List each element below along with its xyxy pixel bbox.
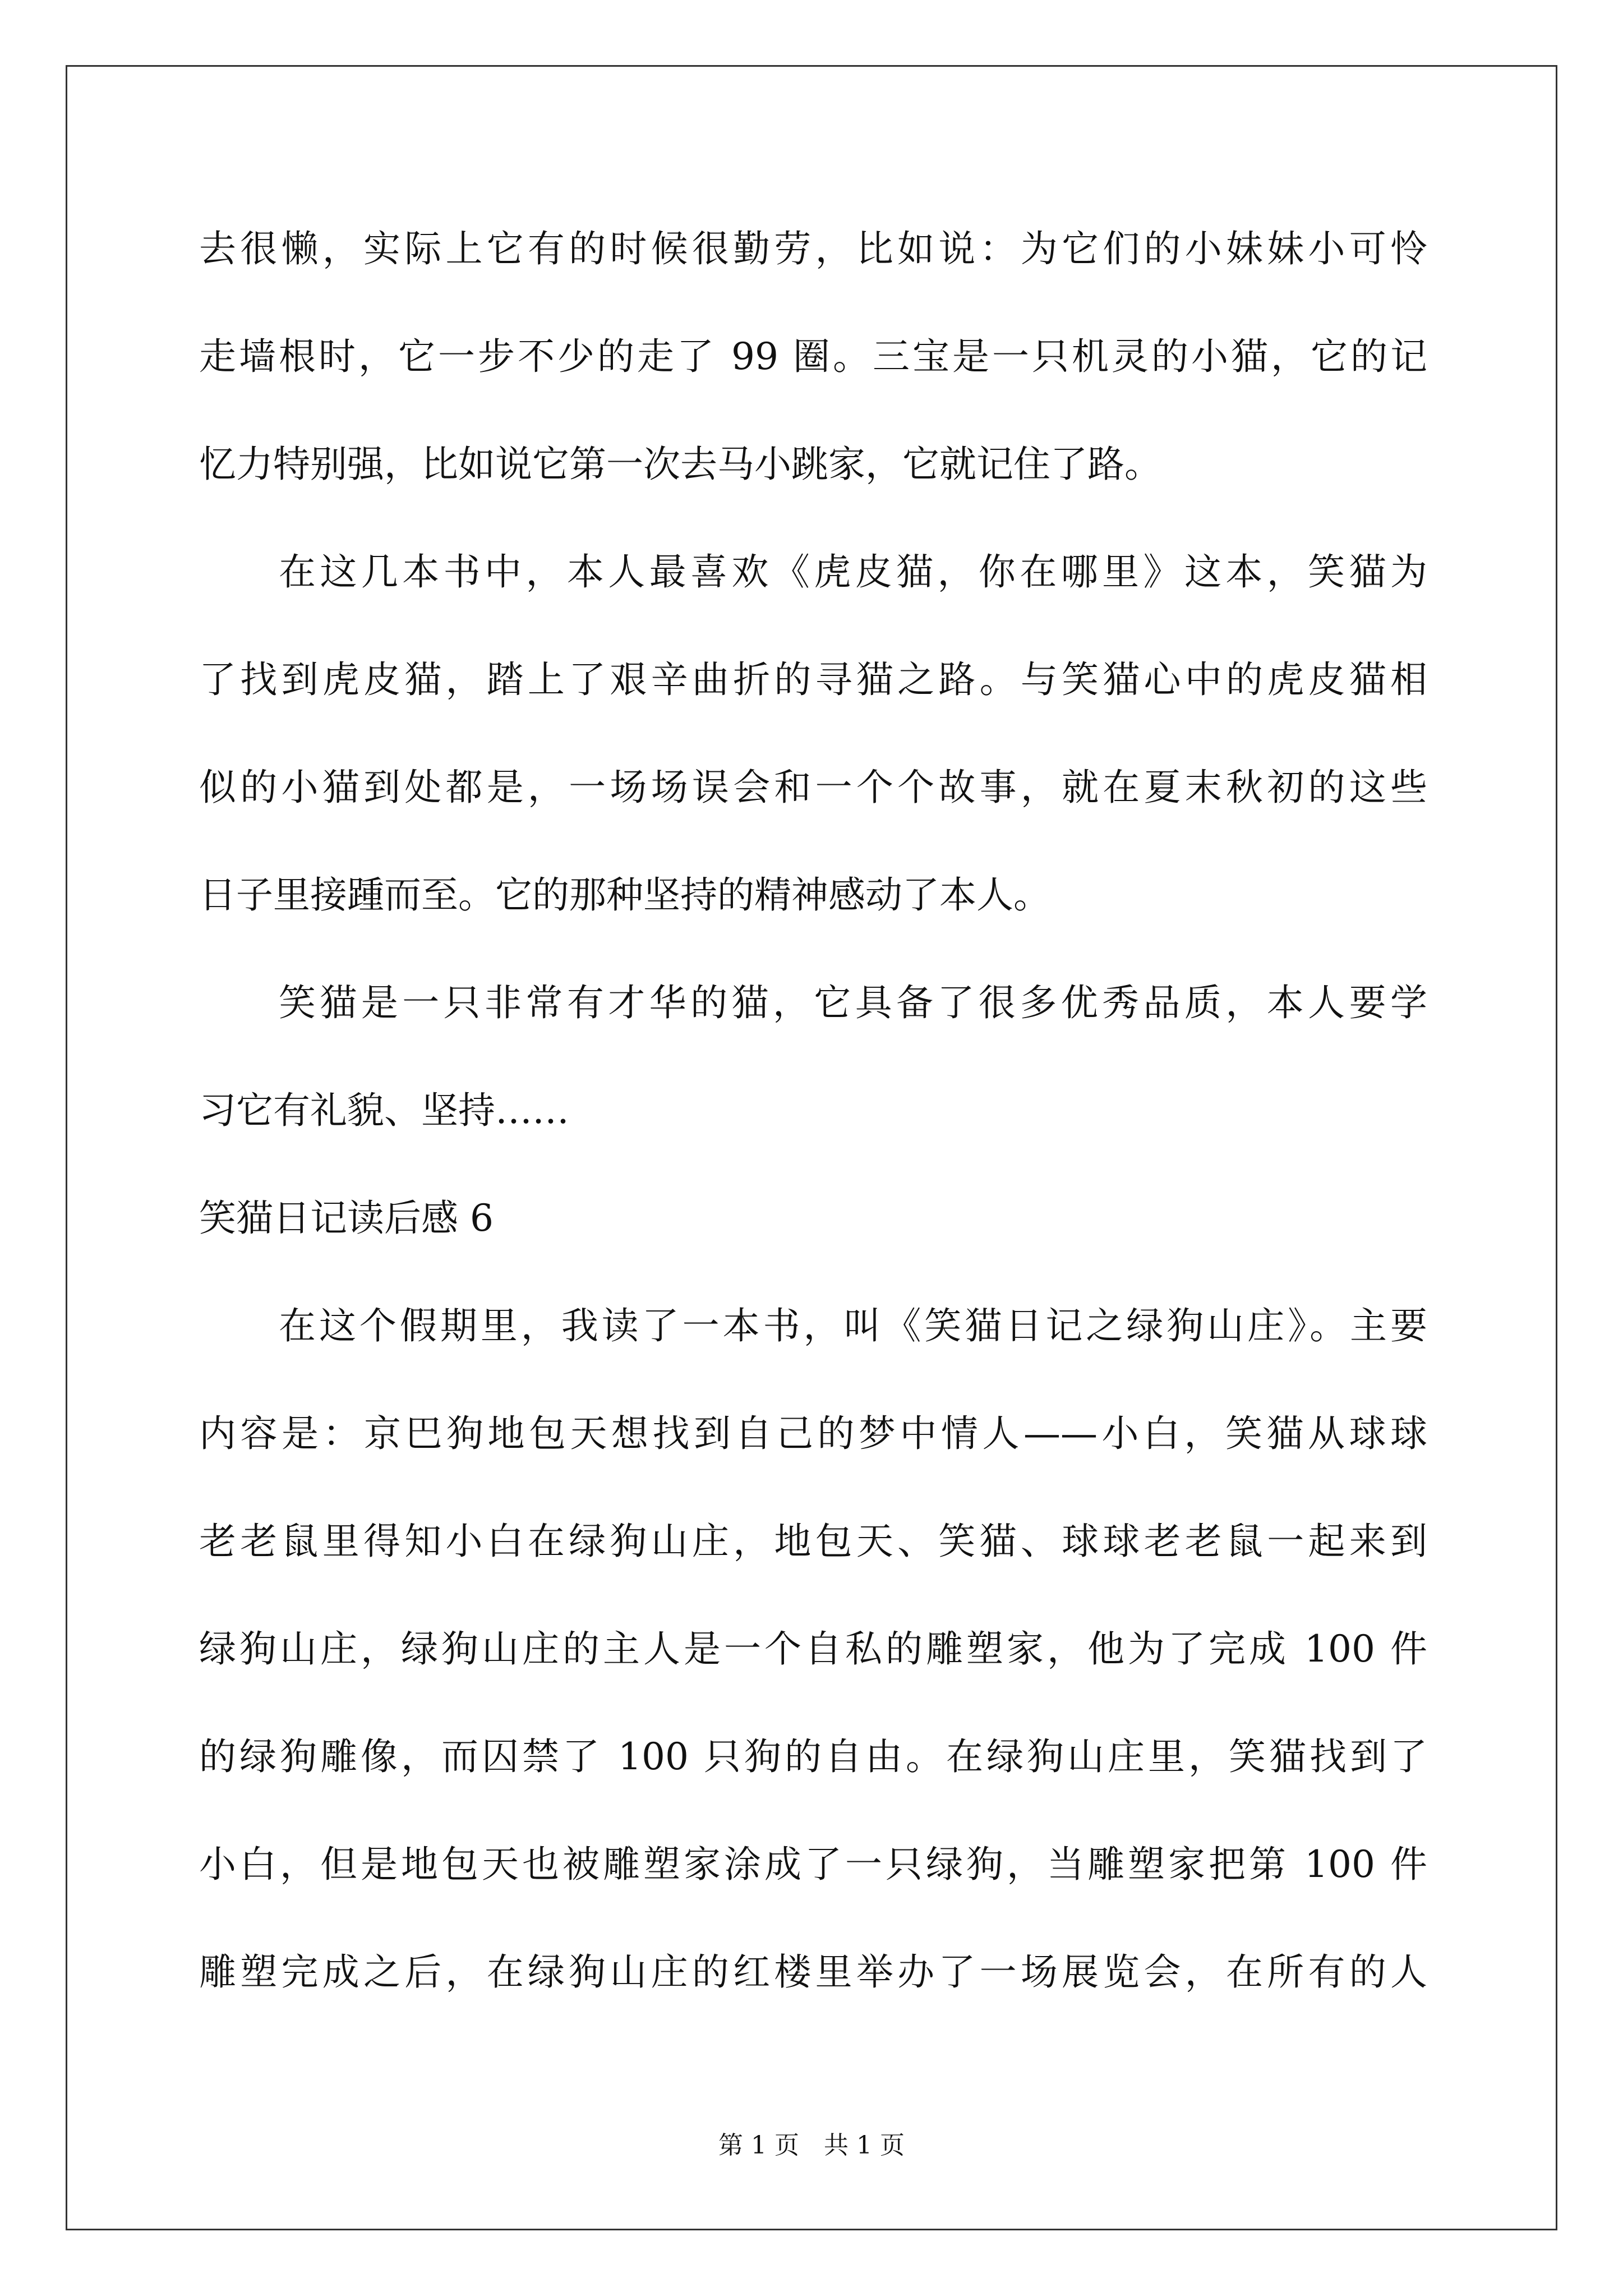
paragraph-line: 绿狗山庄，绿狗山庄的主人是一个自私的雕塑家，他为了完成 100 件 — [199, 1627, 1427, 1671]
paragraph-line: 老老鼠里得知小白在绿狗山庄，地包天、笑猫、球球老老鼠一起来到 — [199, 1520, 1427, 1563]
section-heading: 笑猫日记读后感 6 — [199, 1197, 494, 1240]
paragraph-line: 走墙根时，它一步不少的走了 99 圈。三宝是一只机灵的小猫，它的记 — [199, 335, 1427, 378]
paragraph-line: 小白，但是地包天也被雕塑家涂成了一只绿狗，当雕塑家把第 100 件 — [199, 1843, 1427, 1886]
paragraph-line: 的绿狗雕像，而囚禁了 100 只狗的自由。在绿狗山庄里，笑猫找到了 — [199, 1735, 1427, 1778]
paragraph-line: 在这个假期里，我读了一本书，叫《笑猫日记之绿狗山庄》。主要 — [279, 1304, 1427, 1347]
paragraph-line: 内容是：京巴狗地包天想找到自己的梦中情人——小白，笑猫从球球 — [199, 1412, 1427, 1455]
page-number-footer: 第 1 页 共 1 页 — [718, 2131, 905, 2160]
paragraph-line: 笑猫是一只非常有才华的猫，它具备了很多优秀品质，本人要学 — [279, 981, 1427, 1024]
paragraph-line: 习它有礼貌、坚持…… — [199, 1089, 569, 1132]
paragraph-line: 在这几本书中，本人最喜欢《虎皮猫，你在哪里》这本，笑猫为 — [279, 550, 1427, 593]
paragraph-line: 雕塑完成之后，在绿狗山庄的红楼里举办了一场展览会，在所有的人 — [199, 1950, 1427, 1994]
paragraph-line: 忆力特别强，比如说它第一次去马小跳家，它就记住了路。 — [199, 443, 1161, 486]
document-body — [199, 195, 1427, 2026]
paragraph-line: 了找到虎皮猫，踏上了艰辛曲折的寻猫之路。与笑猫心中的虎皮猫相 — [199, 658, 1427, 701]
paragraph-line: 似的小猫到处都是，一场场误会和一个个故事，就在夏末秋初的这些 — [199, 766, 1427, 809]
paragraph-line: 去很懒，实际上它有的时候很勤劳，比如说：为它们的小妹妹小可怜 — [199, 227, 1427, 270]
paragraph-line: 日子里接踵而至。它的那种坚持的精神感动了本人。 — [199, 873, 1050, 917]
